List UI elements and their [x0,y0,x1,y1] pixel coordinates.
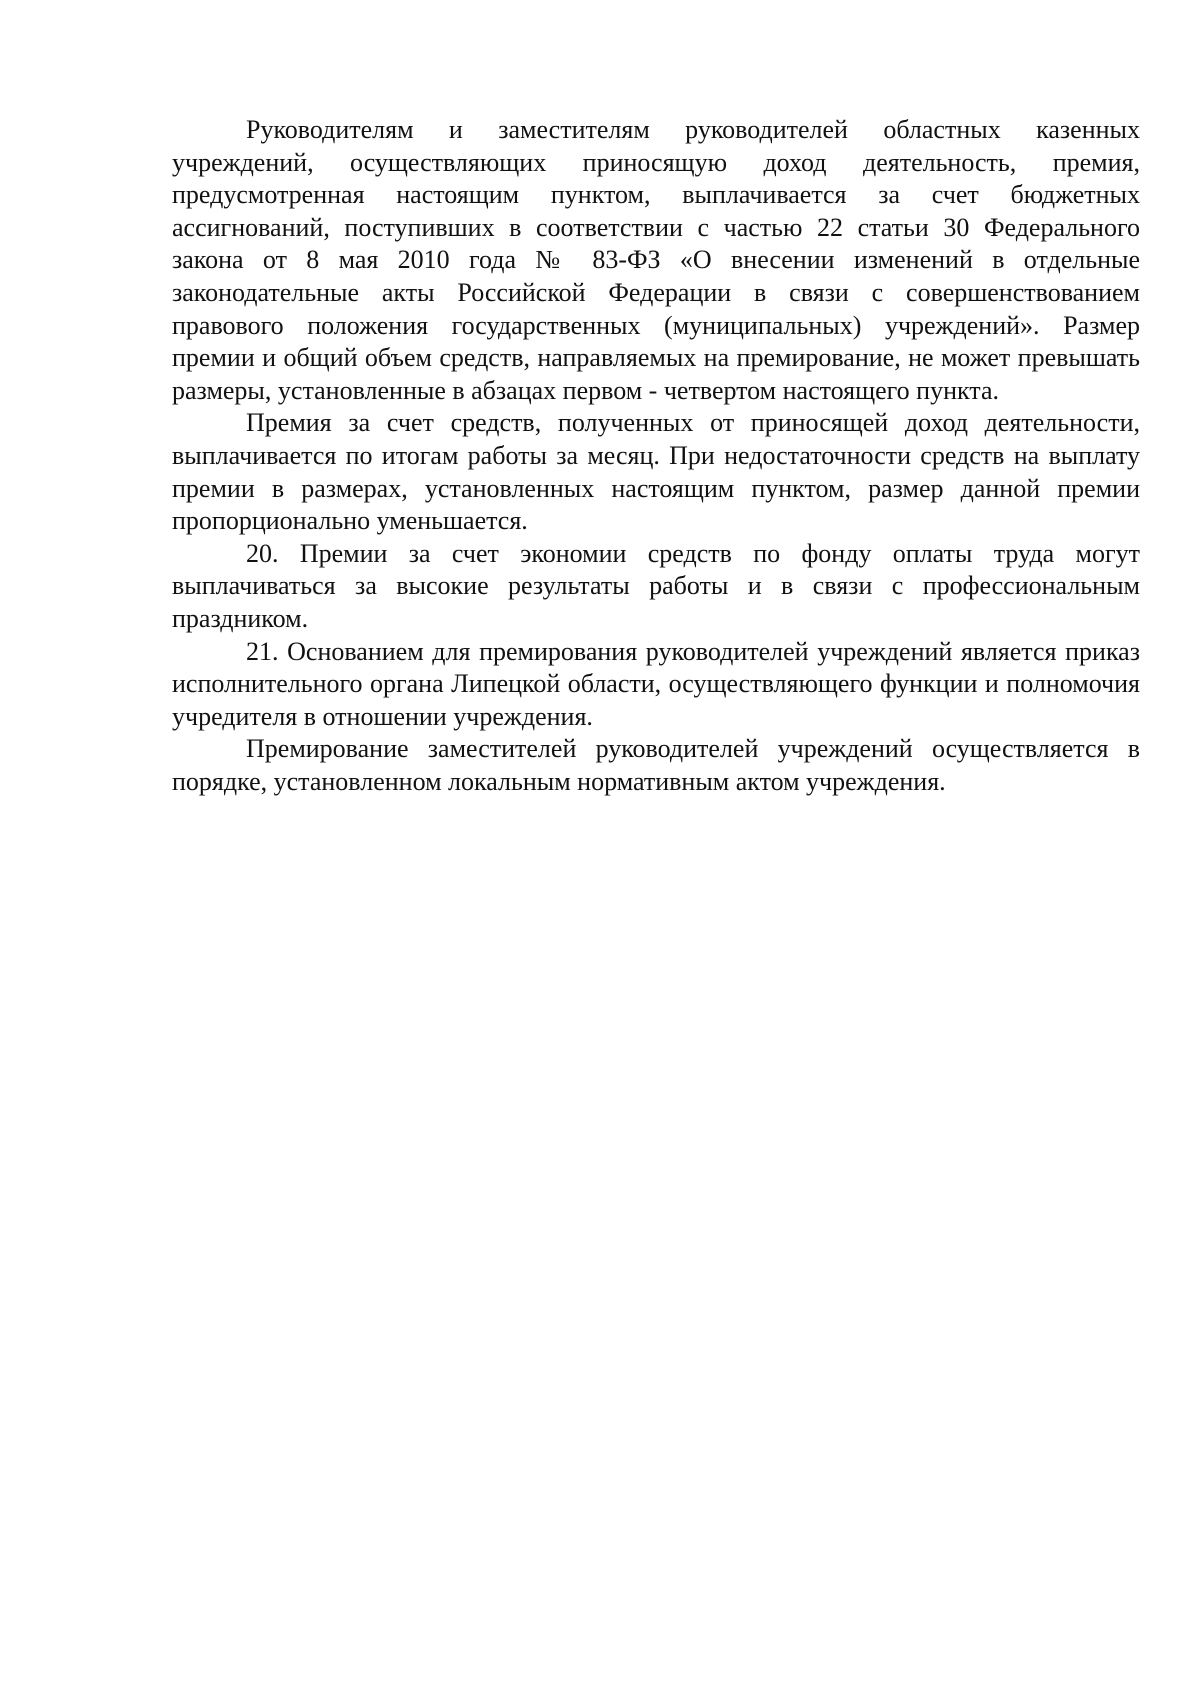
paragraph-income-bonus: Премия за счет средств, полученных от приносящей доход деятельности, выплачивается по итогам работы за месяц. При недостаточности средств на выплату премии в размерах, установленных настоящим пунктом, размер данной премии пропорционально уменьшается. [172,408,1140,536]
paragraph-item-21: 21. Основанием для премирования руководителей учреждений является приказ исполнительного органа Липецкой области, осуществляющего функции и полномочия учредителя в отношении учреждения. [172,636,1140,731]
paragraph-deputies-bonus: Премирование заместителей руководителей учреждений осуществляется в порядке, установленном локальным нормативным актом учреждения. [172,734,1140,796]
document-body [172,114,1140,798]
paragraph-funding-source: Руководителям и заместителям руководителей областных казенных учреждений, осуществляющих приносящую доход деятельность, премия, предусмотренная настоящим пунктом, выплачивается за счет бюджетных ассигнований, поступивших в соответствии с частью 22 статьи 30 Федерального закона от 8 мая 2010 года № 83-ФЗ «О внесении изменений в отдельные законодательные акты Российской Федерации в связи с совершенствованием правового положения государственных (муниципальных) учреждений». Размер премии и общий объем средств, направляемых на премирование, не может превышать размеры, установленные в абзацах первом - четвертом настоящего пункта. [172,115,1140,405]
paragraph-item-20: 20. Премии за счет экономии средств по фонду оплаты труда могут выплачиваться за высокие результаты работы и в связи с профессиональным праздником. [172,538,1140,633]
